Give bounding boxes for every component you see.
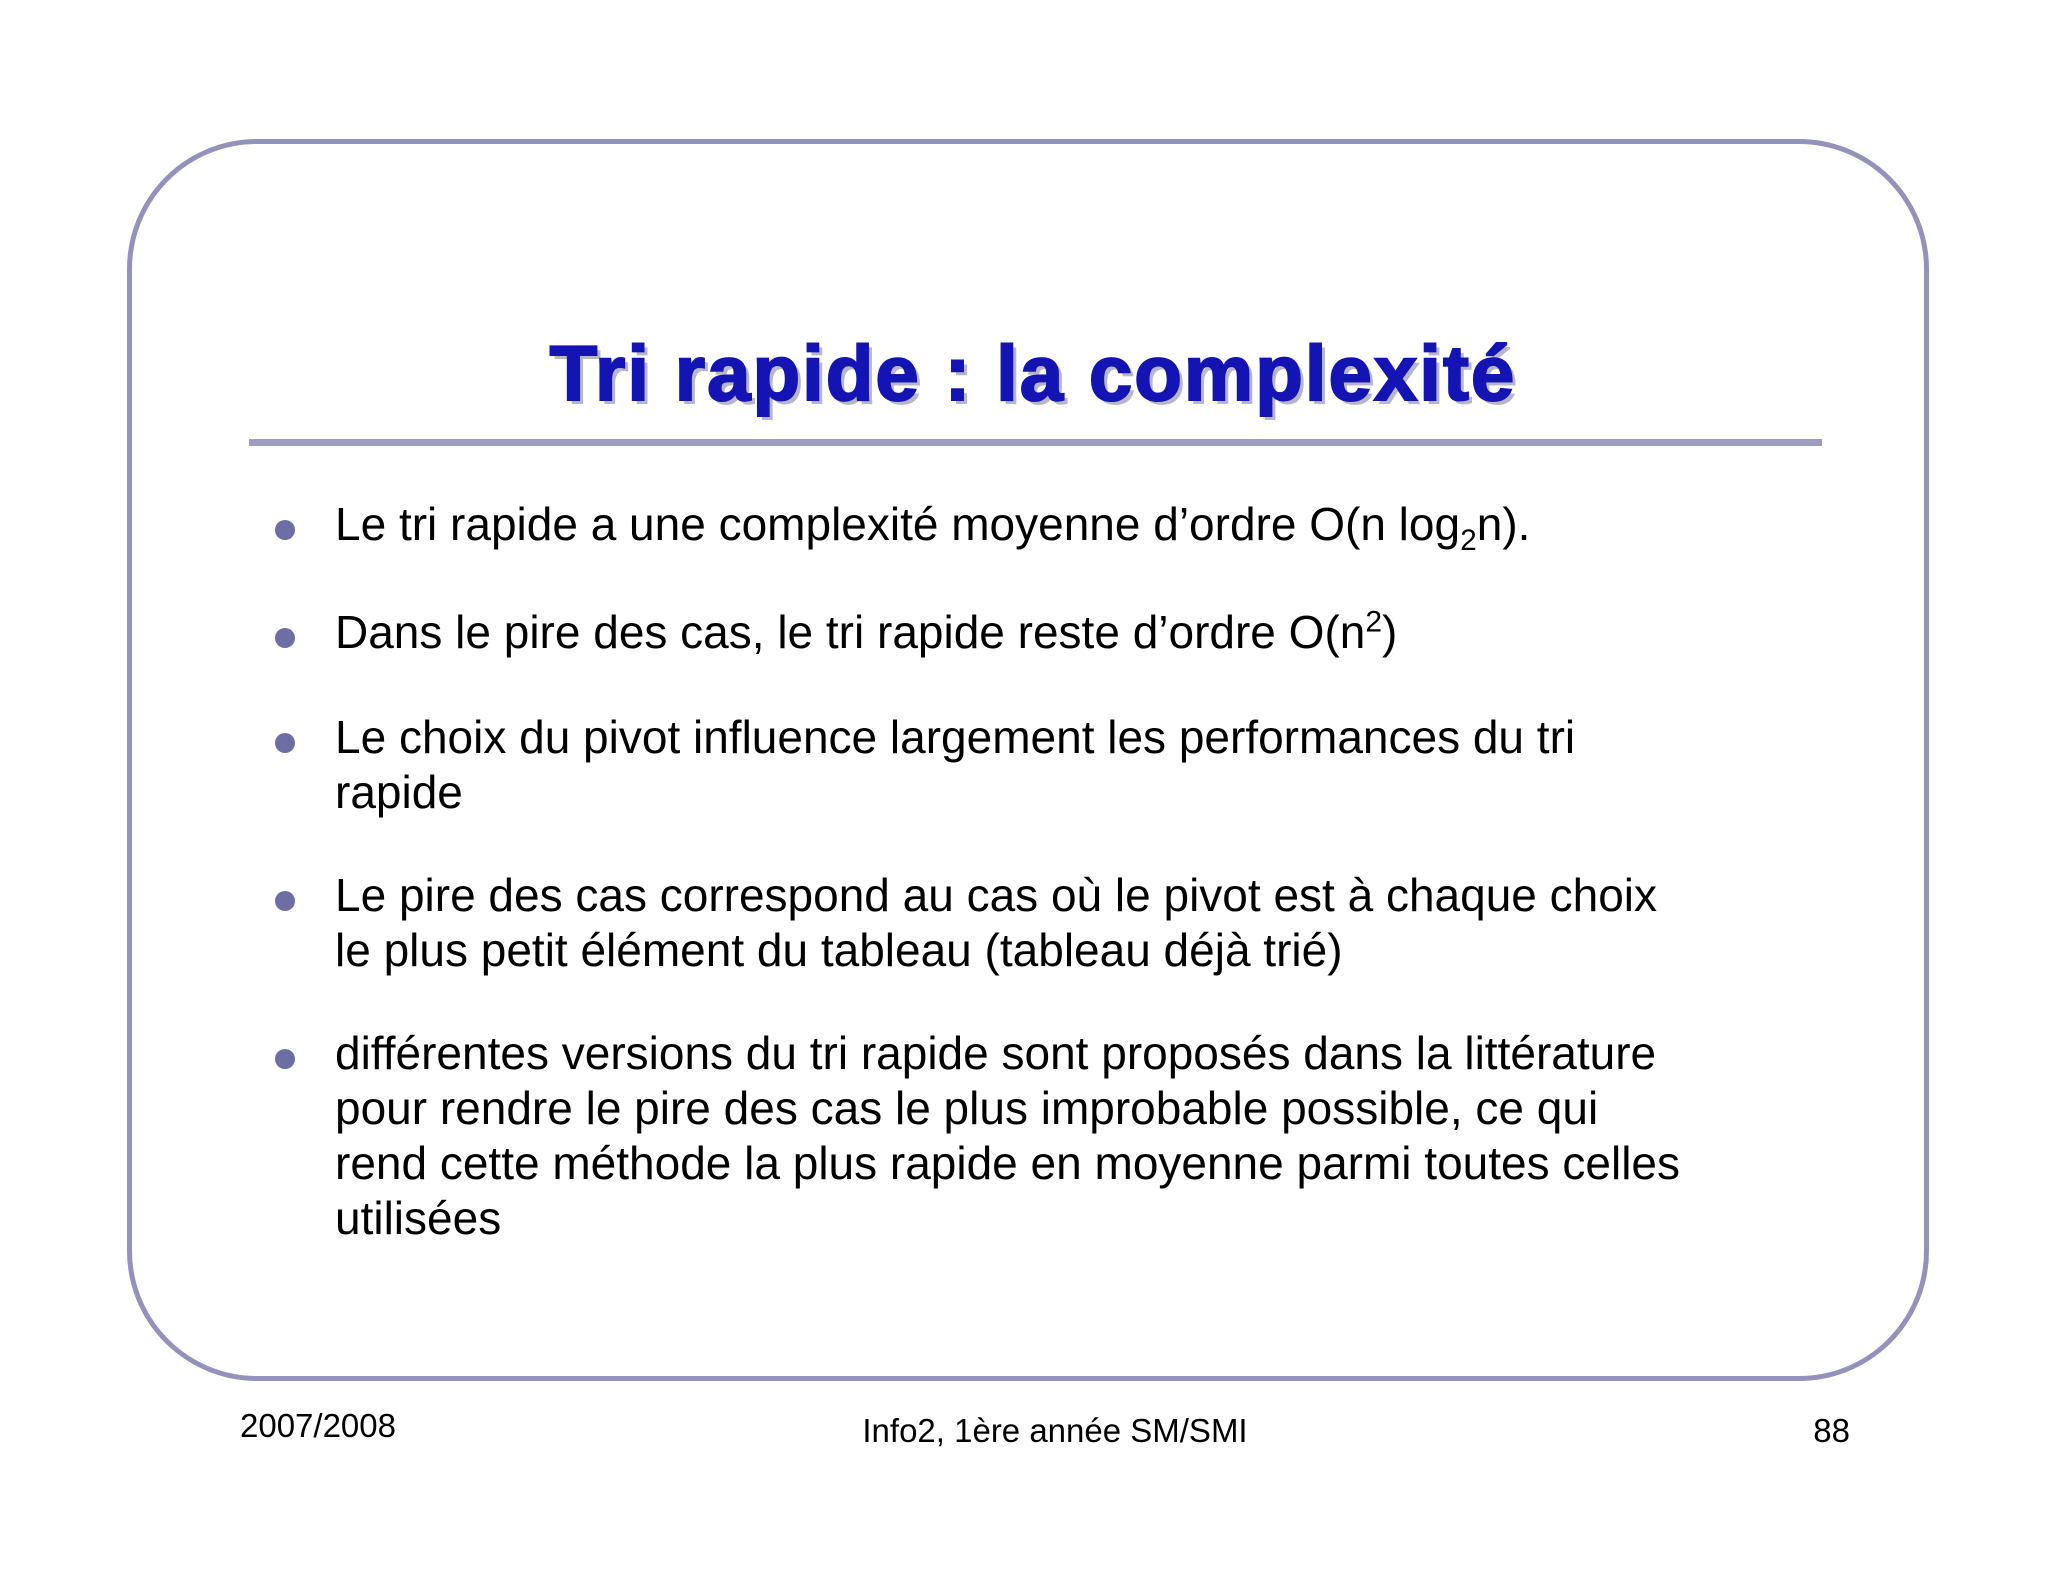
bullet-dot-icon — [275, 520, 295, 540]
bullet-text: n). — [1476, 498, 1531, 550]
footer-page-number: 88 — [1813, 1412, 1850, 1449]
bullet-line: Le pire des cas correspond au cas où le pivot est à chaque choix — [335, 869, 1658, 921]
slide-title: Tri rapide : la complexité — [549, 329, 1517, 417]
bullet-item — [335, 605, 1895, 660]
bullet-text: Dans le pire des cas, le tri rapide reste d’ordre O(n — [335, 606, 1366, 658]
bullet-line: différentes versions du tri rapide sont proposés dans la littérature — [335, 1027, 1657, 1079]
bullet-line: le plus petit élément du tableau (tableau déjà trié) — [335, 924, 1343, 976]
bullet-dot-icon — [275, 891, 295, 911]
bullet-line: pour rendre le pire des cas le plus improbable possible, ce qui — [335, 1082, 1599, 1134]
bullet-dot-icon — [275, 1049, 295, 1069]
subscript: 2 — [1460, 524, 1477, 558]
bullet-line: rend cette méthode la plus rapide en moyenne parmi toutes celles — [335, 1137, 1681, 1189]
bullet-item — [335, 868, 1895, 978]
footer-date: 2007/2008 — [240, 1407, 396, 1444]
bullet-dot-icon — [275, 628, 295, 648]
superscript: 2 — [1365, 605, 1383, 639]
bullet-text: Le tri rapide a une complexité moyenne d’ordre O(n log — [335, 498, 1461, 550]
bullet-line: rapide — [335, 766, 463, 818]
footer-course: Info2, 1ère année SM/SMI — [862, 1412, 1248, 1449]
bullet-line — [335, 605, 1895, 660]
bullet-item — [335, 710, 1895, 820]
bullet-text: ) — [1382, 606, 1398, 658]
bullet-item — [335, 497, 1895, 558]
bullet-line: utilisées — [335, 1192, 502, 1244]
bullet-item — [335, 1026, 1895, 1246]
bullet-line: Le choix du pivot influence largement les performances du tri — [335, 711, 1576, 763]
bullet-dot-icon — [275, 733, 295, 753]
bullet-line — [335, 497, 1895, 558]
